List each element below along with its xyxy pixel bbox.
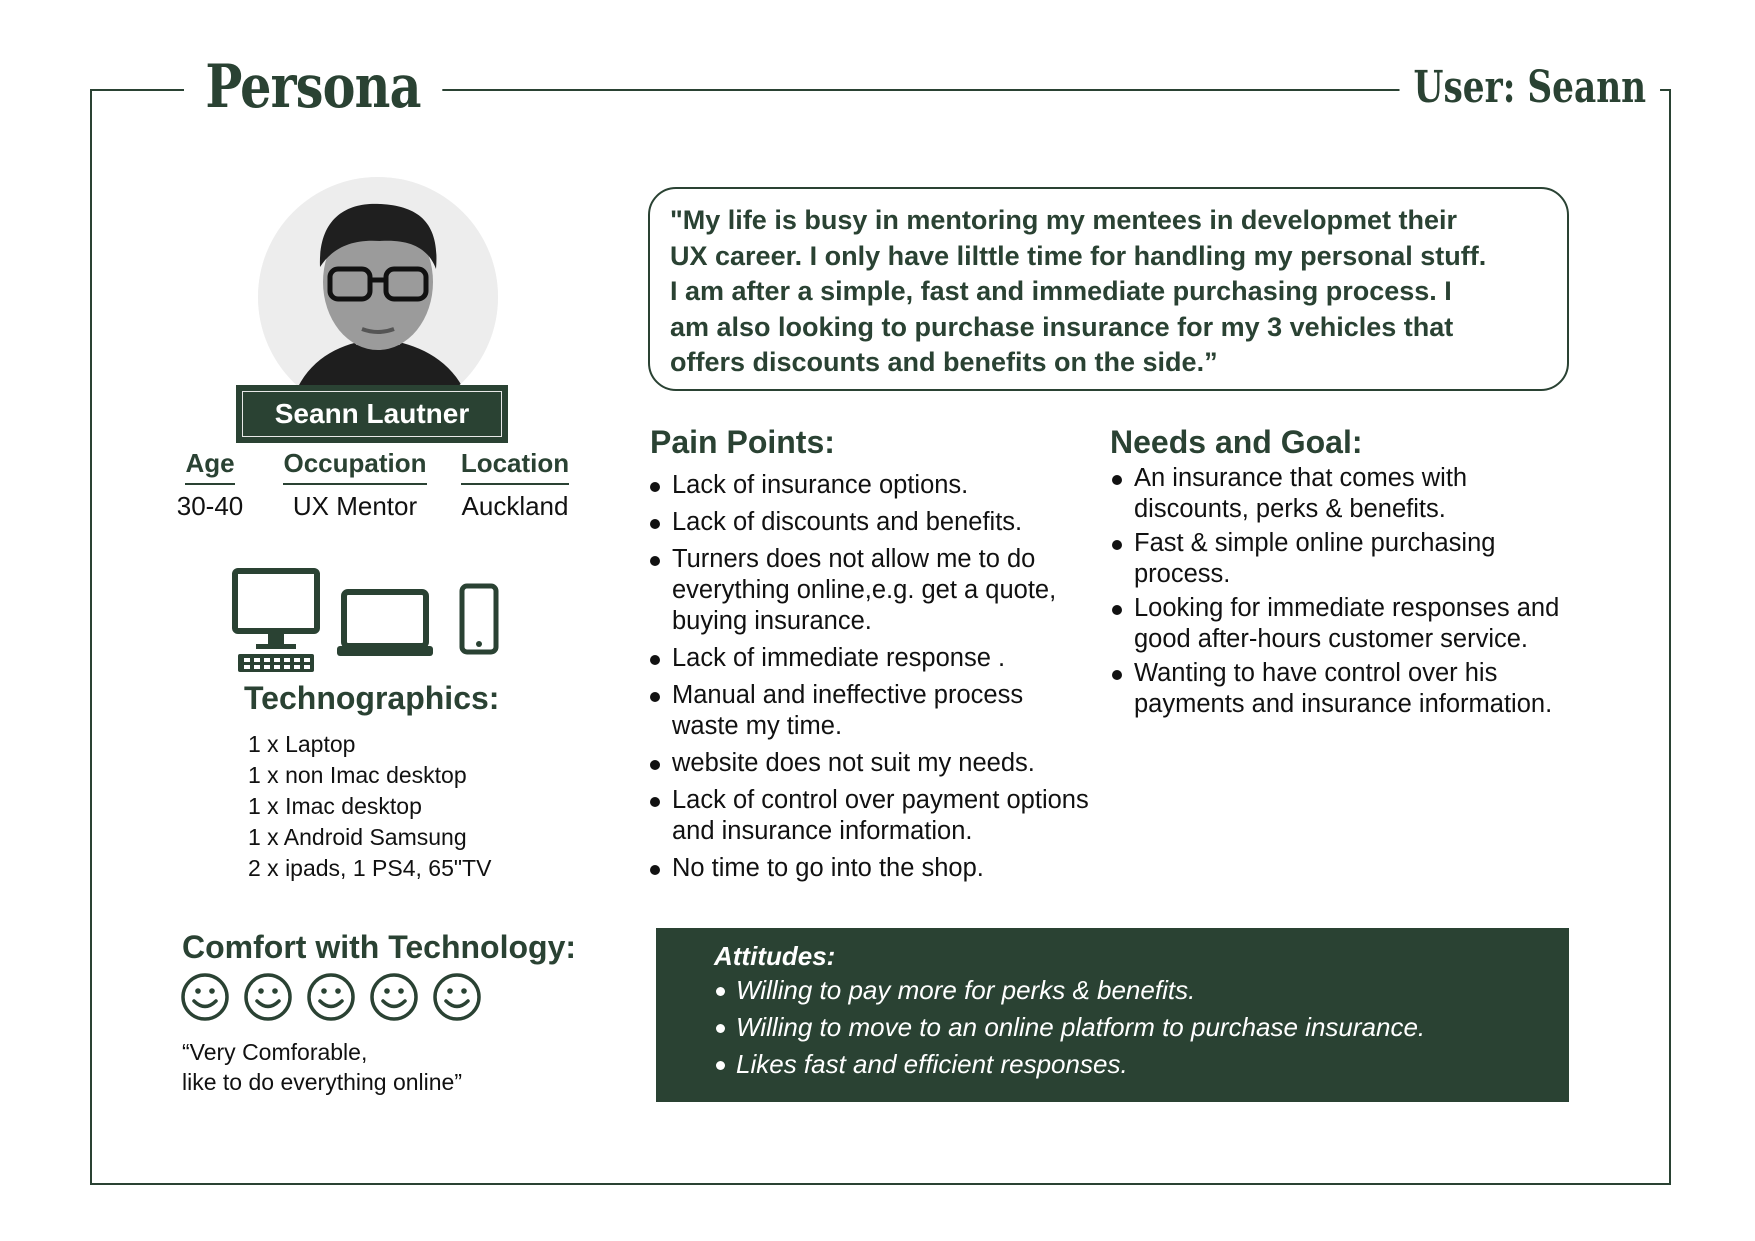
list-item: Wanting to have control over his payments and insurance information. — [1112, 658, 1582, 720]
attitudes-heading: Attitudes: — [714, 941, 836, 971]
persona-name-box — [236, 385, 508, 443]
desktop-icon — [235, 571, 317, 672]
occupation-stat — [280, 448, 430, 522]
smiley-icon — [306, 972, 356, 1022]
comfort-quote-line: like to do everything online” — [182, 1069, 462, 1095]
technographics-list — [248, 729, 491, 884]
quote-line: am also looking to purchase insurance for my 3 vehicles that — [670, 311, 1454, 342]
list-item: Lack of discounts and benefits. — [650, 507, 1090, 538]
list-item: 1 x non Imac desktop — [248, 762, 467, 788]
list-item: Lack of control over payment options and insurance information. — [650, 785, 1090, 847]
pain-points-heading: Pain Points: — [650, 424, 835, 460]
location-value: Auckland — [461, 491, 569, 521]
quote-line: "My life is busy in mentoring my mentees in developmet their — [670, 205, 1457, 235]
list-item: 1 x Android Samsung — [248, 824, 467, 850]
persona-name: Seann Lautner — [242, 391, 502, 437]
list-item: No time to go into the shop. — [650, 853, 1090, 884]
smiley-icon — [432, 972, 482, 1022]
comfort-quote-line: “Very Comforable, — [182, 1039, 368, 1065]
needs-list — [1112, 463, 1582, 723]
needs-heading: Needs and Goal: — [1110, 424, 1363, 460]
list-item: Likes fast and efficient responses. — [714, 1046, 1569, 1083]
pain-points-list — [650, 470, 1090, 890]
quote-line: UX career. I only have lilttle time for handling my personal stuff. — [670, 240, 1487, 271]
list-item: Willing to move to an online platform to purchase insurance. — [714, 1009, 1569, 1046]
list-item: Manual and ineffective process waste my time. — [650, 680, 1090, 742]
list-item: 1 x Imac desktop — [248, 793, 422, 819]
technographics-heading: Technographics: — [244, 680, 500, 716]
comfort-heading: Comfort with Technology: — [182, 929, 577, 965]
comfort-quote — [182, 1037, 462, 1097]
quote-line: offers discounts and benefits on the side.” — [670, 347, 1218, 377]
list-item: Looking for immediate responses and good after-hours customer service. — [1112, 593, 1582, 655]
list-item: Turners does not allow me to do everything online,e.g. get a quote, buying insurance. — [650, 544, 1090, 637]
smiley-icon — [369, 972, 419, 1022]
age-value: 30-40 — [176, 491, 244, 521]
list-item: Willing to pay more for perks & benefits. — [714, 972, 1569, 1009]
location-stat — [455, 448, 575, 522]
avatar — [258, 177, 498, 417]
age-stat — [172, 448, 248, 522]
devices — [232, 568, 512, 683]
occupation-label: Occupation — [283, 448, 426, 485]
comfort-rating — [180, 972, 482, 1022]
list-item: An insurance that comes with discounts, perks & benefits. — [1112, 463, 1582, 525]
attitudes-list — [714, 972, 1569, 1083]
quote-line: I am after a simple, fast and immediate purchasing process. I — [670, 276, 1452, 306]
list-item: website does not suit my needs. — [650, 748, 1090, 779]
list-item: 1 x Laptop — [248, 731, 356, 757]
user-label: User: Seann — [1399, 60, 1660, 116]
persona-quote — [648, 187, 1569, 391]
page-title: Persona — [184, 52, 442, 122]
age-label: Age — [185, 448, 234, 485]
list-item: Fast & simple online purchasing process. — [1112, 528, 1582, 590]
list-item: Lack of immediate response . — [650, 643, 1090, 674]
avatar-photo — [258, 177, 498, 417]
smartphone-icon — [462, 586, 496, 652]
attitudes-panel — [656, 928, 1569, 1102]
smiley-icon — [180, 972, 230, 1022]
smiley-icon — [243, 972, 293, 1022]
location-label: Location — [461, 448, 569, 485]
list-item: Lack of insurance options. — [650, 470, 1090, 501]
list-item: 2 x ipads, 1 PS4, 65"TV — [248, 855, 492, 881]
occupation-value: UX Mentor — [292, 491, 418, 521]
laptop-icon — [337, 592, 433, 656]
